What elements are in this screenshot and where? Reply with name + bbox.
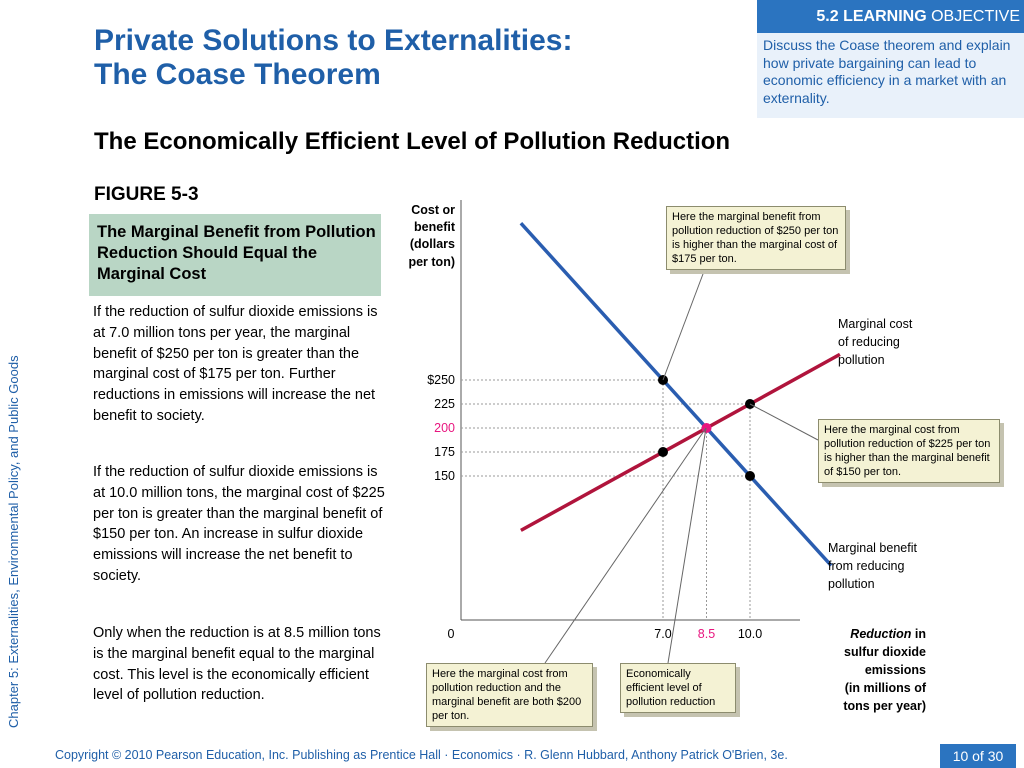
copyright-footer: Copyright © 2010 Pearson Education, Inc. Publishing as Prentice Hall · Economics · R. Glenn Hubbard, Anthony Patrick O'Brien, 3e. bbox=[55, 748, 788, 762]
y-tick-label-225: 225 bbox=[434, 397, 455, 411]
callout-1-leader bbox=[663, 266, 706, 380]
marginal-benefit-label-3: pollution bbox=[828, 577, 875, 591]
marginal-benefit-label-2: from reducing bbox=[828, 559, 905, 573]
figure-caption: The Marginal Benefit from Pollution Reduction Should Equal the Marginal Cost bbox=[97, 223, 376, 283]
marginal-cost-label-3: pollution bbox=[838, 353, 885, 367]
x-axis-label-5: tons per year) bbox=[843, 699, 926, 713]
title-line-2: The Coase Theorem bbox=[94, 58, 381, 91]
paragraph-2: If the reduction of sulfur dioxide emissions is at 10.0 million tons, the marginal cost of $225 per ton is greater than the marginal benefit of $150 per ton. An increase in sulfur dioxide emissions will increase the net benefit to society. bbox=[93, 464, 385, 584]
x-axis-label-italic: Reduction bbox=[850, 627, 912, 641]
marginal-cost-label-1: Marginal cost bbox=[838, 317, 913, 331]
y-tick-label-150: 150 bbox=[434, 469, 455, 483]
objective-heading-rest: OBJECTIVE bbox=[931, 8, 1020, 25]
y-axis-label-1: Cost or bbox=[411, 203, 455, 217]
point-mc-7 bbox=[658, 447, 668, 457]
x-axis-label-4: (in millions of bbox=[844, 681, 926, 695]
paragraph-3: Only when the reduction is at 8.5 million tons is the marginal benefit equal to the marginal cost. This level is the economically efficient level of pollution reduction. bbox=[93, 625, 381, 704]
x-tick-label-8.5: 8.5 bbox=[697, 627, 716, 641]
learning-objective-text: Discuss the Coase theorem and explain how private bargaining can lead to economic efficiency in a market with an externality. bbox=[763, 37, 1011, 106]
marginal-cost-label-2: of reducing bbox=[838, 335, 900, 349]
y-tick-label-250: $250 bbox=[427, 373, 455, 387]
chapter-sidebar: Chapter 5: Externalities, Environmental Policy, and Public Goods bbox=[6, 355, 21, 728]
paragraph-1: If the reduction of sulfur dioxide emissions is at 7.0 million tons per year, the marginal benefit of $250 per ton is greater than the marginal cost of $175 per ton. Further reductions in emissions will increase the net benefit to society. bbox=[93, 304, 378, 424]
marginal-cost-curve bbox=[521, 354, 840, 530]
x-axis-label-in: in bbox=[914, 627, 926, 641]
marginal-benefit-curve bbox=[521, 223, 831, 565]
y-tick-label-200: 200 bbox=[434, 421, 455, 435]
callout-cost-exceeds-benefit: Here the marginal cost from pollution reduction of $225 per ton is higher than the marginal benefit of $150 per ton. bbox=[818, 419, 1000, 483]
x-axis-label-2: sulfur dioxide bbox=[844, 645, 926, 659]
callout-3-leader bbox=[545, 428, 706, 663]
origin-label: 0 bbox=[447, 627, 455, 641]
x-tick-label-10: 10.0 bbox=[737, 627, 763, 641]
x-tick-label-7: 7.0 bbox=[654, 627, 672, 641]
point-mb-10 bbox=[745, 471, 755, 481]
callout-equal-cost-benefit: Here the marginal cost from pollution reduction and the marginal benefit are both $200 per ton. bbox=[426, 663, 593, 727]
y-tick-label-175: 175 bbox=[434, 445, 455, 459]
x-axis-label-1 bbox=[850, 627, 926, 641]
marginal-benefit-label-1: Marginal benefit bbox=[828, 541, 917, 555]
page-number-badge: 10 of 30 bbox=[940, 744, 1016, 768]
figure-label: FIGURE 5-3 bbox=[94, 184, 199, 205]
callout-efficient-level: Economically efficient level of pollution reduction bbox=[620, 663, 736, 713]
y-axis-label-3: (dollars bbox=[409, 237, 455, 251]
objective-heading-bold: 5.2 LEARNING bbox=[816, 8, 927, 25]
y-axis-label-2: benefit bbox=[414, 220, 455, 234]
title-line-1: Private Solutions to Externalities: bbox=[94, 24, 573, 57]
callout-benefit-exceeds-cost: Here the marginal benefit from pollution reduction of $250 per ton is higher than the marginal cost of $175 per ton. bbox=[666, 206, 846, 270]
callout-2-leader bbox=[750, 404, 818, 440]
y-axis-label-4: per ton) bbox=[408, 255, 455, 269]
x-axis-label-3: emissions bbox=[864, 663, 926, 677]
slide-subtitle: The Economically Efficient Level of Pollution Reduction bbox=[94, 128, 731, 155]
